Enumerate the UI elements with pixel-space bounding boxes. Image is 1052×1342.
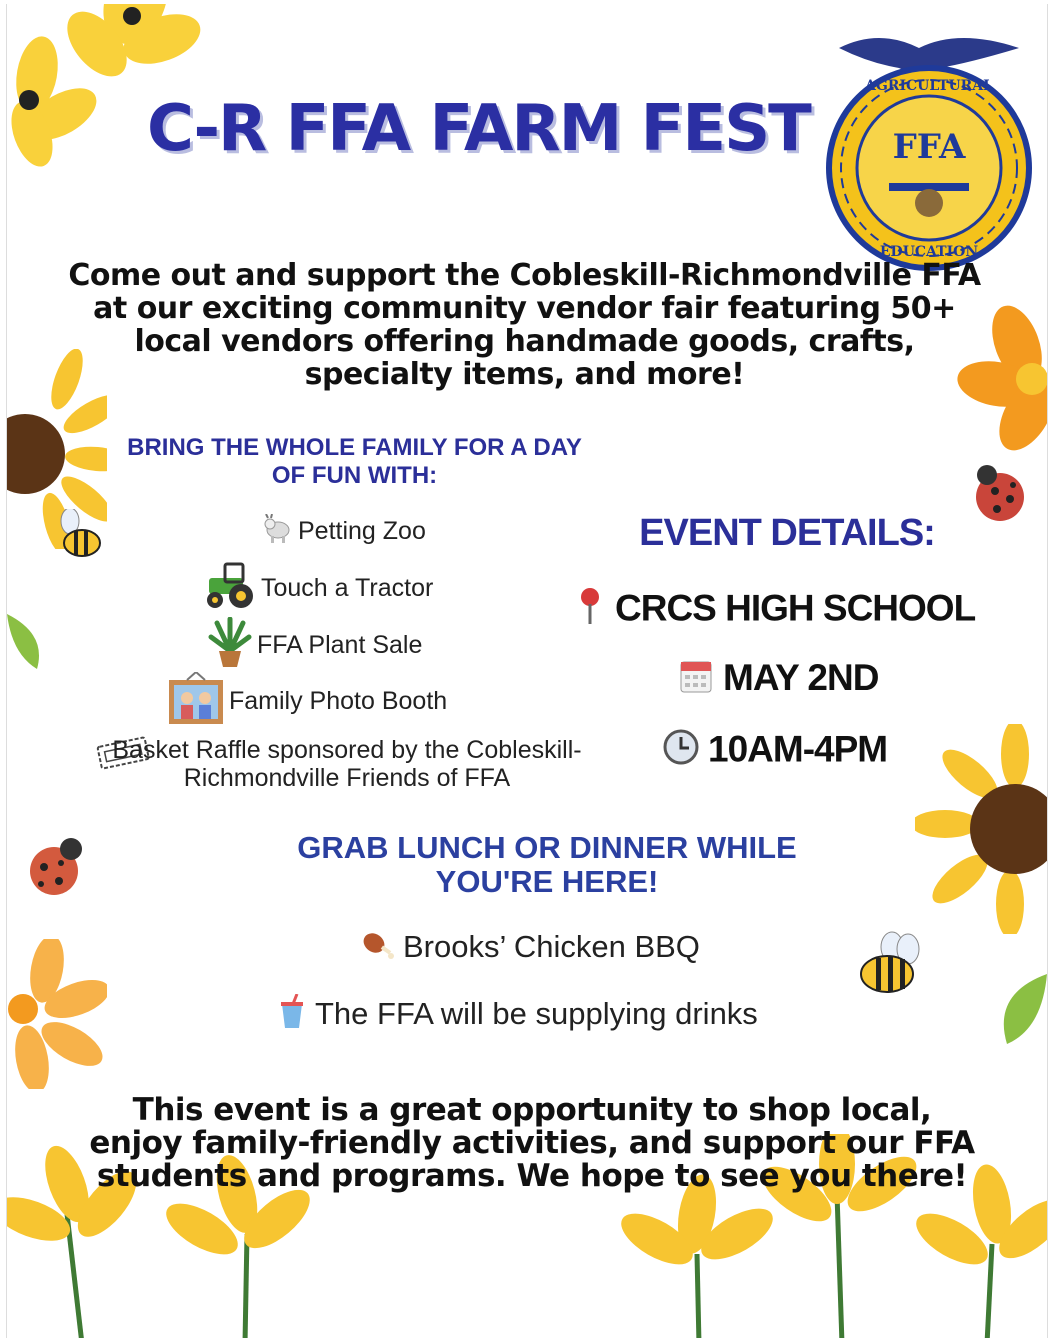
activity-item [262,514,426,551]
activity-label: Family Photo Booth [229,687,448,716]
clock-icon [662,728,700,775]
svg-text:EDUCATION: EDUCATION [879,244,979,260]
activity-item [167,672,447,733]
event-location [577,586,975,635]
ladybug-decoration [965,459,1035,529]
framed-photo-icon [167,672,225,733]
activity-label: Touch a Tractor [261,574,434,603]
svg-text:AGRICULTURAL: AGRICULTURAL [864,78,994,94]
event-time-text: 10AM-4PM [708,728,888,770]
flyer-title: C-R FFA FARM FEST [147,92,810,166]
ffa-emblem-logo [819,18,1037,278]
leaf-decoration [7,614,47,674]
food-item [359,928,700,970]
cup-with-straw-icon [277,994,307,1038]
food-heading: GRAB LUNCH OR DINNER WHILE YOU'RE HERE! [297,830,797,899]
flyer [6,4,1048,1338]
svg-text:FFA: FFA [892,127,966,167]
bee-decoration [852,929,932,1004]
sunflower-decoration [915,724,1047,934]
activity-label: FFA Plant Sale [257,631,423,660]
family-activities-heading: BRING THE WHOLE FAMILY FOR A DAY OF FUN WITH: [127,434,582,489]
activity-item [203,562,433,617]
potted-plant-icon [207,617,253,676]
activity-label: Petting Zoo [298,517,426,546]
ladybug-decoration [19,829,94,904]
tractor-icon [203,562,257,617]
event-location-text: CRCS HIGH SCHOOL [615,587,976,629]
event-date-text: MAY 2ND [723,657,879,698]
raffle-item: Basket Raffle sponsored by the Cobleskill-Richmondville Friends of FFA [112,736,582,792]
food-label: Brooks’ Chicken BBQ [403,929,700,965]
food-label: The FFA will be supplying drinks [315,996,758,1032]
goat-icon [262,514,294,551]
activity-item [207,617,422,676]
intro-paragraph: Come out and support the Cobleskill-Richmondville FFA at our exciting community vendor fair featuring 50+ local vendors offering handmade goods, crafts, specialty items, and more! [68,258,981,392]
pin-icon [577,586,603,635]
leaf-decoration [992,974,1047,1049]
bee-decoration [52,509,107,564]
meat-icon [359,928,395,970]
calendar-icon [679,658,713,703]
orange-flower-decoration [7,939,107,1089]
closing-paragraph: This event is a great opportunity to shop local, enjoy family-friendly activities, and support our FFA students and programs. We hope to see you there! [89,1092,975,1194]
food-item [277,994,758,1038]
event-details-heading: EVENT DETAILS: [639,512,935,554]
event-date [679,657,878,703]
event-time [662,728,887,775]
